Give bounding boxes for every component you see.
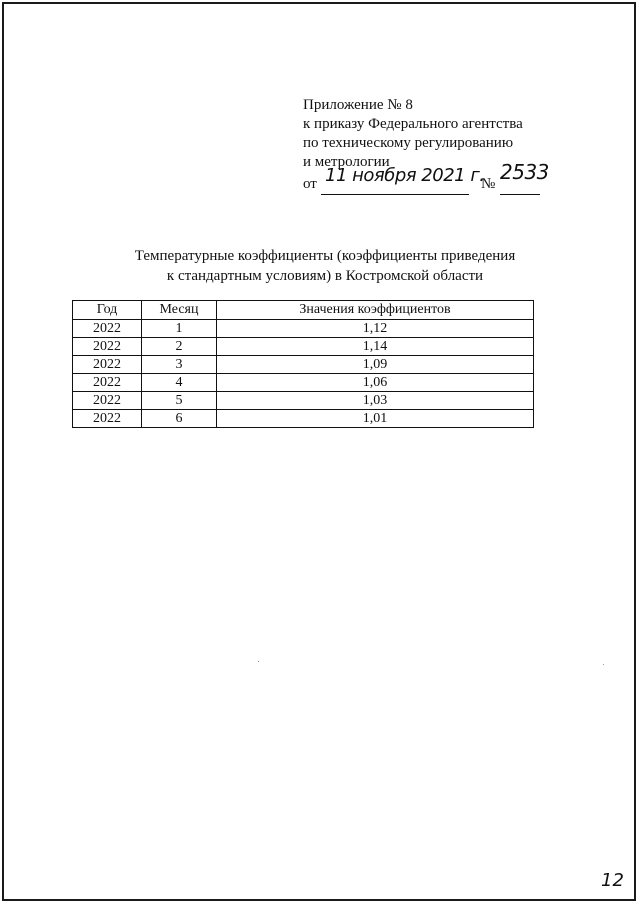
cell-value: 1,03: [217, 392, 534, 410]
cell-month: 1: [142, 320, 217, 338]
title-line-1: Температурные коэффициенты (коэффициенты приведения: [134, 248, 516, 264]
approval-line-3: по техническому регулированию: [303, 135, 514, 151]
handwritten-number: 2533: [500, 160, 549, 184]
cell-value: 1,12: [217, 320, 534, 338]
cell-year: 2022: [73, 392, 142, 410]
header-year: Год: [73, 301, 142, 320]
cell-month: 3: [142, 356, 217, 374]
date-prefix: от: [303, 176, 317, 192]
table-row: [73, 374, 534, 392]
cell-month: 4: [142, 374, 217, 392]
table-row: [73, 356, 534, 374]
cell-value: 1,06: [217, 374, 534, 392]
cell-month: 5: [142, 392, 217, 410]
cell-value: 1,01: [217, 410, 534, 428]
handwritten-date: 11 ноября 2021 г.: [325, 165, 485, 186]
approval-line-2: к приказу Федерального агентства: [303, 116, 523, 132]
cell-year: 2022: [73, 338, 142, 356]
cell-month: 2: [142, 338, 217, 356]
date-field: [321, 165, 485, 195]
cell-value: 1,09: [217, 356, 534, 374]
approval-line-4: и метрологии: [303, 154, 390, 170]
table-row: [73, 338, 534, 356]
cell-year: 2022: [73, 374, 142, 392]
cell-year: 2022: [73, 410, 142, 428]
table-header-row: [73, 301, 534, 320]
cell-value: 1,14: [217, 338, 534, 356]
title-line-2: к стандартным условиям) в Костромской области: [166, 268, 484, 284]
scan-speck: [258, 661, 259, 662]
number-field: [500, 160, 549, 195]
cell-month: 6: [142, 410, 217, 428]
header-values: Значения коэффициентов: [217, 301, 534, 320]
table-row: [73, 410, 534, 428]
scan-speck: [603, 664, 604, 665]
cell-year: 2022: [73, 356, 142, 374]
number-label: №: [481, 176, 496, 192]
cell-year: 2022: [73, 320, 142, 338]
table-row: [73, 320, 534, 338]
coefficients-table: [72, 300, 534, 428]
header-month: Месяц: [142, 301, 217, 320]
table-row: [73, 392, 534, 410]
approval-line-1: Приложение № 8: [303, 97, 413, 113]
handwritten-page-number: 12: [601, 870, 624, 891]
approval-block: [303, 96, 563, 196]
document-title: [80, 246, 570, 286]
